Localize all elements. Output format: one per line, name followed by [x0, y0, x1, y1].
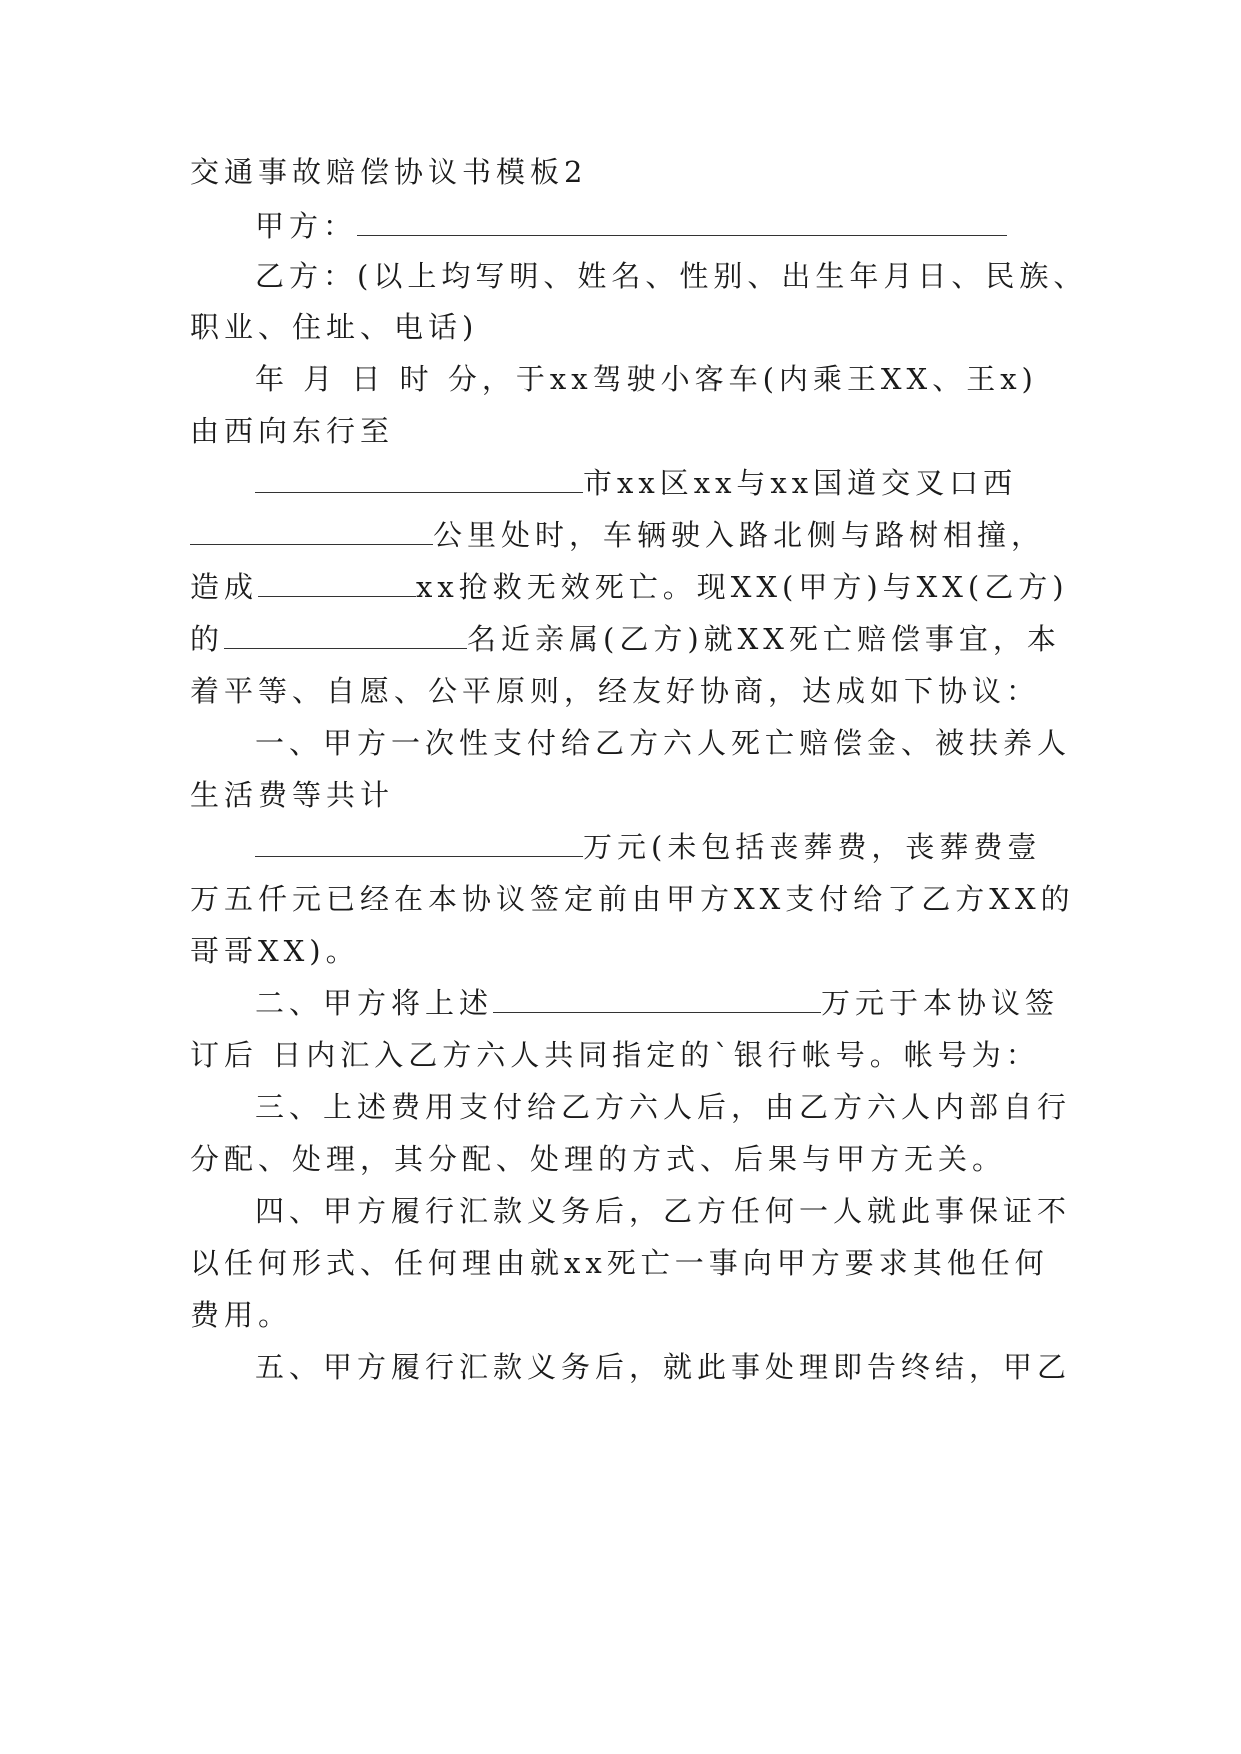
- fill-blank: [255, 470, 583, 493]
- party-a-blank: [357, 213, 1007, 236]
- fill-blank: [255, 834, 583, 857]
- paragraph-text: 名近亲属(乙方)就XX死亡赔偿事宜，本: [467, 622, 1061, 656]
- paragraph-line: 费用。: [190, 1298, 293, 1332]
- paragraph-line: 订后 日内汇入乙方六人共同指定的`银行帐号。帐号为：: [190, 1038, 1040, 1072]
- paragraph-line: [190, 567, 1069, 607]
- paragraph-line: 由西向东行至: [190, 414, 395, 448]
- clause-one-line: 一、甲方一次性支付给乙方六人死亡赔偿金、被扶养人: [255, 726, 1072, 760]
- clause-two-line: [255, 983, 1059, 1023]
- paragraph-text: 造成: [190, 570, 259, 604]
- document-title: 交通事故赔偿协议书模板2: [190, 155, 588, 189]
- paragraph-text: 公里处时，车辆驶入路北侧与路树相撞，: [433, 518, 1046, 552]
- fill-blank: [224, 626, 467, 649]
- paragraph-text: 的: [190, 622, 225, 656]
- party-a-label: 甲方：: [255, 209, 358, 243]
- fill-blank: [258, 574, 416, 597]
- paragraph-line: 乙方：(以上均写明、姓名、性别、出生年月日、民族、: [255, 259, 1088, 293]
- paragraph-line: 职业、住址、电话): [190, 310, 479, 344]
- paragraph-line: 分配、处理，其分配、处理的方式、后果与甲方无关。: [190, 1142, 1007, 1176]
- paragraph-text: xx抢救无效死亡。现XX(甲方)与XX(乙方): [416, 570, 1069, 604]
- paragraph-line: 以任何形式、任何理由就xx死亡一事向甲方要求其他任何: [190, 1246, 1049, 1280]
- paragraph-line: 生活费等共计: [190, 778, 395, 812]
- fill-blank: [493, 990, 821, 1013]
- paragraph-line: 着平等、自愿、公平原则，经友好协商，达成如下协议：: [190, 674, 1041, 708]
- fill-blank: [190, 522, 433, 545]
- clause-four-line: 四、甲方履行汇款义务后，乙方任何一人就此事保证不: [255, 1194, 1072, 1228]
- paragraph-line: [190, 619, 1061, 659]
- clause-five-line: 五、甲方履行汇款义务后，就此事处理即告终结，甲乙: [255, 1350, 1072, 1384]
- paragraph-line: 万五仟元已经在本协议签定前由甲方XX支付给了乙方XX的: [190, 882, 1075, 916]
- paragraph-text: 万元于本协议签: [821, 986, 1060, 1020]
- paragraph-line: [255, 827, 1041, 867]
- paragraph-text: 万元(未包括丧葬费，丧葬费壹: [583, 830, 1042, 864]
- paragraph-text: 二、甲方将上述: [255, 986, 494, 1020]
- paragraph-text: 市xx区xx与xx国道交叉口西: [583, 466, 1018, 500]
- paragraph-line: 哥哥XX)。: [190, 934, 360, 968]
- clause-three-line: 三、上述费用支付给乙方六人后，由乙方六人内部自行: [255, 1090, 1072, 1124]
- paragraph-line: 年 月 日 时 分，于xx驾驶小客车(内乘王XX、王x): [255, 362, 1038, 396]
- paragraph-line: [255, 463, 1017, 503]
- paragraph-line: [190, 515, 1045, 555]
- party-a-line: [255, 206, 1007, 246]
